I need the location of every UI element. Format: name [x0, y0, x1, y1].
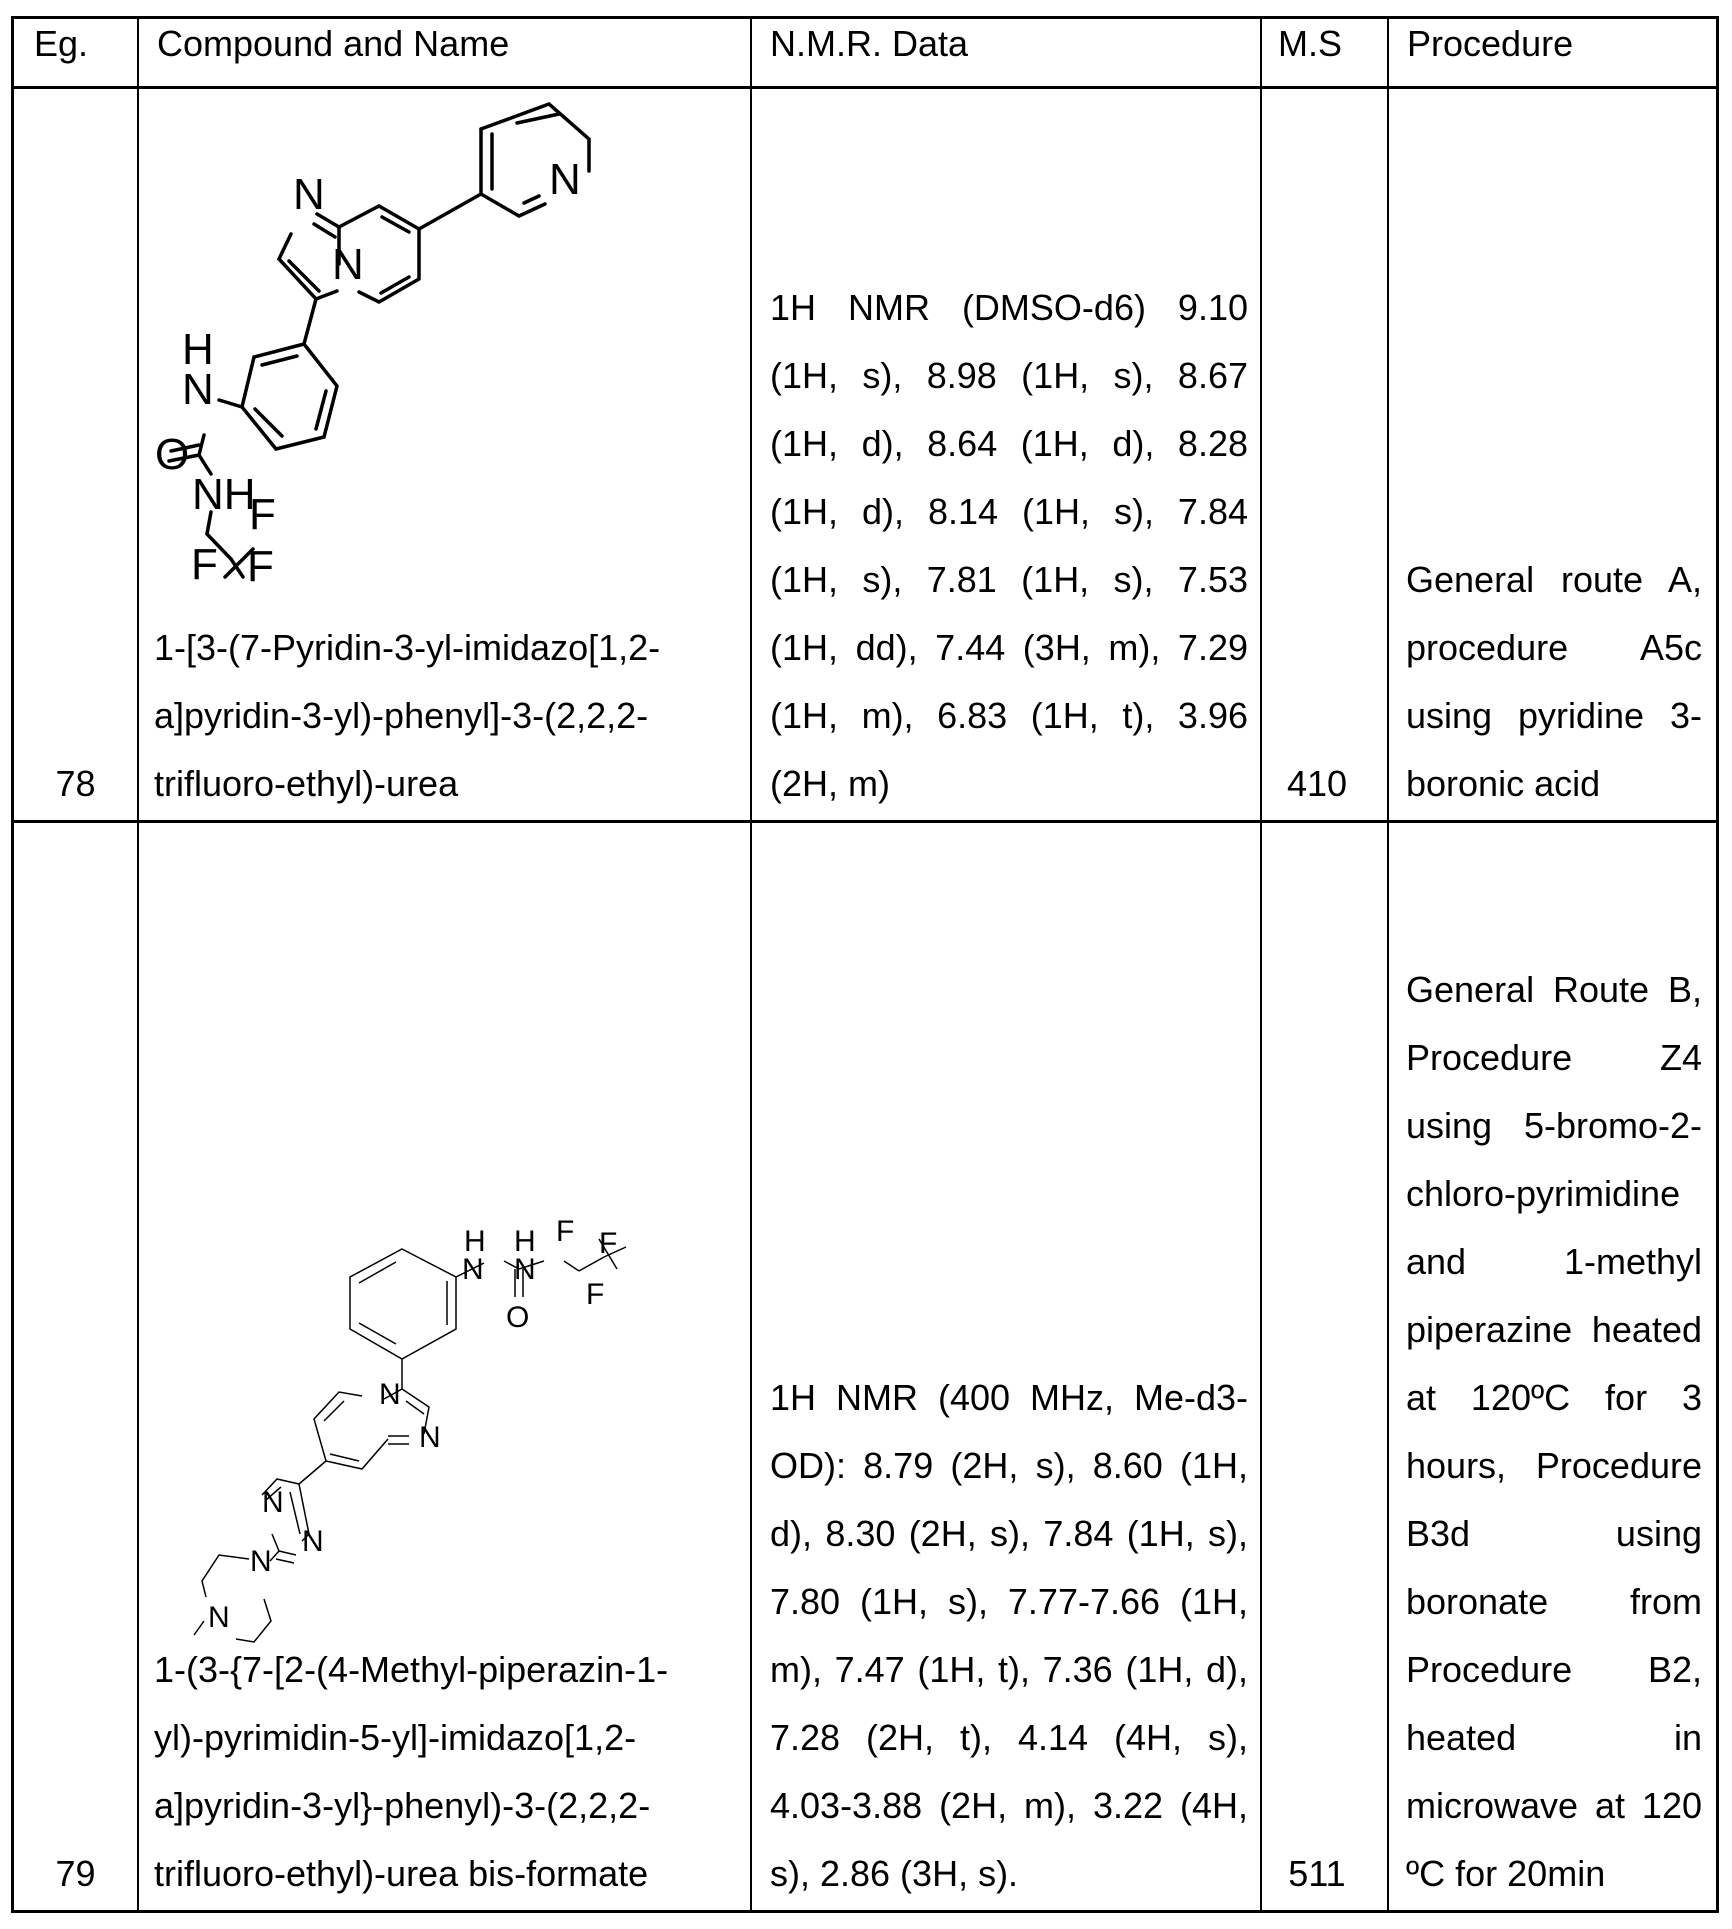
atom-label: O [506, 1301, 530, 1334]
procedure-text: General Route B, Procedure Z4 using 5-bromo-2-chloro-pyrimidine and 1-methyl piperazine heated at 120ºC for 3 hours, Procedure B3d using boronate from Procedure B2, heated in microwave at 120 ºC for 20min [1406, 969, 1702, 1894]
name-line: a]pyridin-3-yl}-phenyl)-3-(2,2,2- [154, 1785, 651, 1826]
eg-number: 78 [55, 763, 96, 804]
atom-label: N [293, 170, 325, 219]
atom-label: F [249, 490, 276, 539]
procedure [1406, 89, 1702, 820]
atom-label: F [599, 1227, 618, 1260]
atom-label: N [514, 1253, 536, 1286]
atom-label: F [247, 542, 274, 591]
header-ms: M.S [1278, 23, 1343, 64]
atom-label: N [302, 1525, 324, 1558]
atom-label: N [549, 155, 581, 204]
atom-label: N [419, 1421, 441, 1454]
atom-label: N [208, 1601, 230, 1634]
atom-label: N [379, 1378, 401, 1411]
header-nmr-data: N.M.R. Data [770, 23, 969, 64]
header-compound-name: Compound and Name [157, 23, 510, 64]
atom-label: F [556, 1215, 575, 1248]
nmr-text: 1H NMR (400 MHz, Me-d3-OD): 8.79 (2H, s), 8.60 (1H, d), 8.30 (2H, s), 7.84 (1H, s), 7.80 (1H, s), 7.77-7.66 (1H, m), 7.47 (1H, t), 7.36 (1H, d), 7.28 (2H, t), 4.14 (4H, s), 4.03-3.88 (2H, m), 3.22 (4H, s), 2.86 (3H, s). [770, 1377, 1248, 1894]
atom-label: F [586, 1278, 605, 1311]
compound-name [154, 1599, 754, 1910]
compound-name [154, 579, 744, 820]
ms-value: 410 [1286, 763, 1348, 804]
nmr-text: 1H NMR (DMSO-d6) 9.10 (1H, s), 8.98 (1H, s), 8.67 (1H, d), 8.64 (1H, d), 8.28 (1H, d), 8.14 (1H, s), 7.84 (1H, s), 7.81 (1H, s), 7.53 (1H, dd), 7.44 (3H, m), 7.29 (1H, m), 6.83 (1H, t), 3.96 (2H, m) [770, 287, 1248, 804]
atom-label: H [514, 1225, 536, 1258]
name-line: 1-[3-(7-Pyridin-3-yl-imidazo[1,2- [154, 627, 661, 668]
procedure-text: General route A, procedure A5c using pyridine 3-boronic acid [1406, 559, 1702, 804]
nmr-data [770, 89, 1248, 820]
name-line: trifluoro-ethyl)-urea bis-formate [154, 1853, 649, 1894]
header-eg: Eg. [34, 23, 89, 64]
compound-table [11, 16, 1719, 1913]
ms-value: 511 [1288, 1853, 1346, 1894]
column-divider [137, 19, 139, 1910]
atom-label: N [182, 365, 214, 414]
atom-label: N [250, 1545, 272, 1578]
atom-label: H [182, 325, 214, 374]
atom-label: N [332, 240, 364, 289]
name-line: a]pyridin-3-yl)-phenyl]-3-(2,2,2- [154, 695, 649, 736]
name-line: yl)-pyrimidin-5-yl]-imidazo[1,2- [154, 1717, 637, 1758]
eg-number: 79 [55, 1853, 96, 1894]
chemical-structure-78-icon [155, 109, 659, 591]
atom-label: NH [192, 470, 256, 519]
atom-label: N [462, 1253, 484, 1286]
atom-label: O [155, 430, 190, 479]
column-divider [1387, 19, 1389, 1910]
atom-label: H [464, 1225, 486, 1258]
atom-label: F [191, 540, 218, 589]
nmr-data [770, 823, 1248, 1910]
name-line: trifluoro-ethyl)-urea [154, 763, 459, 804]
atom-label: N [262, 1486, 284, 1519]
header-procedure: Procedure [1407, 23, 1574, 64]
name-line: 1-(3-{7-[2-(4-Methyl-piperazin-1- [154, 1649, 669, 1690]
procedure [1406, 823, 1702, 1910]
chemical-structure-79-icon [174, 1189, 714, 1634]
